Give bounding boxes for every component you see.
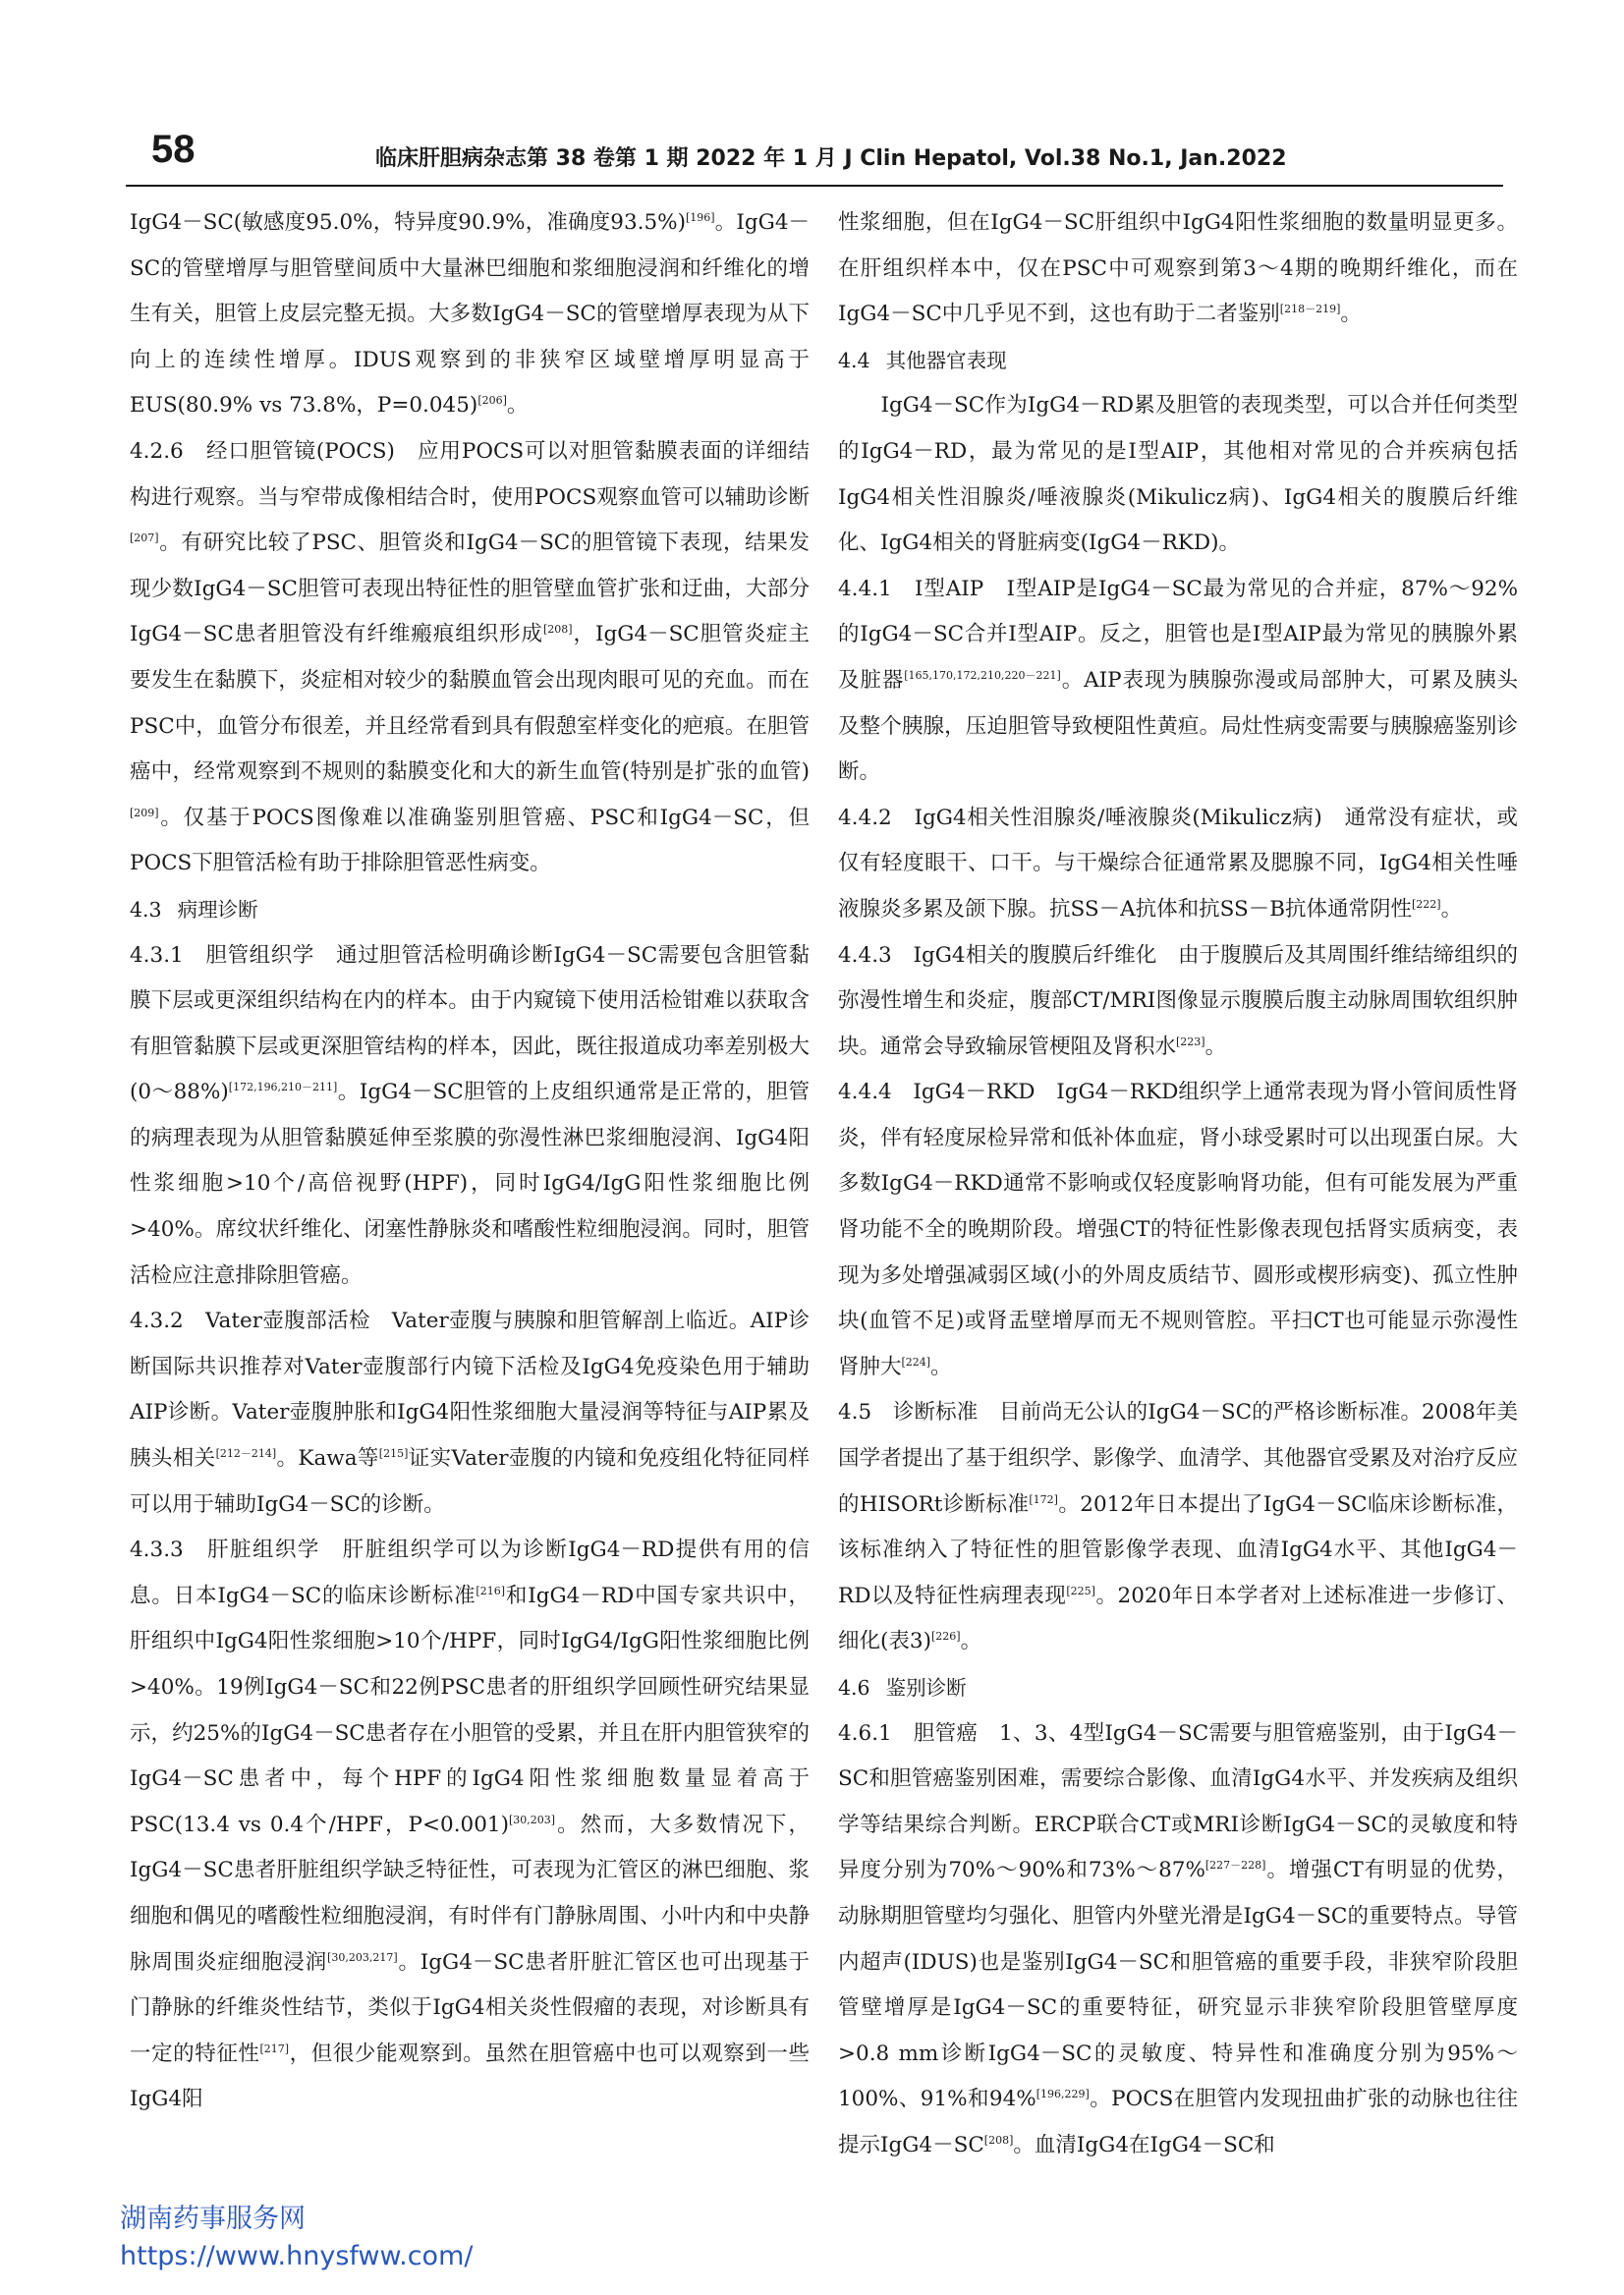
body-paragraph (838, 567, 1518, 796)
paragraph-text: 。增强CT有明显的优势，动脉期胆管壁均匀强化、胆管内外壁光滑是IgG4－SC的重要特点。导管内超声(IDUS)也是鉴别IgG4－SC和胆管癌的重要手段，非狭窄阶段胆管壁增厚是IgG4－SC的重要特征，研究显示非狭窄阶段胆管壁厚度>0.8 mm诊断IgG4－SC的灵敏度、特异性和准确度分别为95%～100%、91%和94% (838, 1858, 1518, 2112)
paragraph-text: 4.3.1 胆管组织学 通过胆管活检明确诊断IgG4－SC需要包含胆管黏膜下层或更深组织结构在内的样本。由于内窥镜下使用活检钳难以获取含有胆管黏膜下层或更深胆管结构的样本，因此，既往报道成功率差别极大(0～88%) (130, 942, 810, 1105)
paragraph-text: 。IgG4－SC的管壁增厚与胆管壁间质中大量淋巴细胞和浆细胞浸润和纤维化的增生有关，胆管上皮层完整无损。大多数IgG4－SC的管壁增厚表现为从下向上的连续性增厚。IDUS观察到的非狭窄区域壁增厚明显高于EUS(80.9% vs 73.8%，P=0.045) (130, 210, 810, 419)
section-title: 病理诊断 (177, 897, 258, 922)
paragraph-text: 。AIP表现为胰腺弥漫或局部肿大，可累及胰头及整个胰腺，压迫胆管导致梗阻性黄疸。局灶性病变需要与胰腺癌鉴别诊断。 (838, 667, 1518, 785)
citation-ref[interactable]: [222] (1412, 897, 1441, 911)
section-heading (130, 887, 810, 933)
citation-ref[interactable]: [209] (130, 806, 159, 819)
citation-ref[interactable]: [30,203,217] (327, 1950, 398, 1964)
body-paragraph (130, 200, 810, 429)
paragraph-text: 。 (1440, 896, 1463, 922)
citation-ref[interactable]: [216] (476, 1584, 506, 1597)
paragraph-text: 。POCS在胆管内发现扭曲扩张的动脉也往往提示IgG4－SC (838, 2087, 1518, 2157)
paragraph-text: 。Kawa等 (276, 1446, 379, 1472)
paragraph-text: IgG4－SC(敏感度95.0%，特异度90.9%，准确度93.5%) (130, 210, 686, 235)
citation-ref[interactable]: [196] (686, 210, 715, 224)
paragraph-text: IgG4－SC作为IgG4－RD累及胆管的表现类型，可以合并任何类型的IgG4－RD，最为常见的是Ⅰ型AIP，其他相对常见的合并疾病包括IgG4相关性泪腺炎/唾液腺炎(Mikulicz病)、IgG4相关的腹膜后纤维化、IgG4相关的肾脏病变(IgG4－RKD)。 (838, 393, 1518, 556)
citation-ref[interactable]: [226] (930, 1630, 961, 1644)
section-number: 4.3 (130, 897, 162, 922)
paragraph-text: 。血清IgG4在IgG4－SC和 (1013, 2132, 1275, 2157)
citation-ref[interactable]: [206] (477, 394, 507, 408)
paragraph-text: 。然而，大多数情况下，IgG4－SC患者肝脏组织学缺乏特征性，可表现为汇管区的淋巴细胞、浆细胞和偶见的嗜酸性粒细胞浸润，有时伴有门静脉周围、小叶内和中央静脉周围炎症细胞浸润 (130, 1812, 810, 1975)
paragraph-text: 。IgG4－SC患者肝脏汇管区也可出现基于门静脉的纤维炎性结节，类似于IgG4相关炎性假瘤的表现，对诊断具有一定的特征性 (130, 1949, 810, 2066)
citation-ref[interactable]: [218－219] (1279, 303, 1341, 316)
citation-ref[interactable]: [165,170,172,210,220－221] (904, 668, 1061, 682)
citation-ref[interactable]: [224] (901, 1355, 931, 1369)
footer-watermark (120, 2201, 473, 2275)
paragraph-text: 。 (1204, 1034, 1227, 1059)
citation-ref[interactable]: [172,196,210－211] (228, 1081, 338, 1094)
site-url[interactable]: https://www.hnysfww.com/ (120, 2241, 474, 2271)
citation-ref[interactable]: [30,203] (508, 1813, 556, 1826)
paragraph-text: 证实Vater壶腹的内镜和免疫组化特征同样可以用于辅助IgG4－SC的诊断。 (130, 1446, 810, 1517)
paragraph-text: 和IgG4－RD中国专家共识中，肝组织中IgG4阳性浆细胞>10个/HPF，同时IgG4/IgG阳性浆细胞比例>40%。19例IgG4－SC和22例PSC患者的肝组织学回顾性研究结果显示，约25%的IgG4－SC患者存在小胆管的受累，并且在肝内胆管狭窄的IgG4－SC患者中，每个HPF的IgG4阳性浆细胞数量显着高于PSC(13.4 vs 0.4个/HPF，P<0.001) (130, 1583, 810, 1837)
body-paragraph (838, 1390, 1518, 1665)
body-paragraph (838, 1711, 1518, 2169)
body-paragraph (838, 383, 1518, 566)
paragraph-text: 。 (1340, 302, 1362, 327)
paragraph-text: 。 (960, 1629, 982, 1654)
paragraph-text: 4.3.3 肝脏组织学 肝脏组织学可以为诊断IgG4－RD提供有用的信息。日本IgG4－SC的临床诊断标准 (130, 1538, 810, 1608)
paragraph-text: 4.2.6 经口胆管镜(POCS) 应用POCS可以对胆管黏膜表面的详细结构进行观察。当与窄带成像相结合时，使用POCS观察血管可以辅助诊断 (130, 438, 810, 510)
citation-ref[interactable]: [196,229] (1036, 2088, 1090, 2101)
paragraph-text: 。 (930, 1354, 952, 1379)
paragraph-text: 4.4.1 Ⅰ型AIP Ⅰ型AIP是IgG4－SC最为常见的合并症，87%～92%的IgG4－SC合并Ⅰ型AIP。反之，胆管也是Ⅰ型AIP最为常见的胰腺外累及脏器 (838, 576, 1518, 693)
section-number: 4.4 (838, 348, 870, 372)
paragraph-text: 。2012年日本提出了IgG4－SC临床诊断标准，该标准纳入了特征性的胆管影像学表现、血清IgG4水平、其他IgG4－RD以及特征性病理表现 (838, 1491, 1518, 1608)
body-paragraph (838, 933, 1518, 1071)
citation-ref[interactable]: [225] (1066, 1584, 1095, 1597)
page-number: 58 (151, 128, 196, 171)
body-paragraph (838, 796, 1518, 933)
paragraph-text: 性浆细胞，但在IgG4－SC肝组织中IgG4阳性浆细胞的数量明显更多。在肝组织样本中，仅在PSC中可观察到第3～4期的晚期纤维化，而在IgG4－SC中几乎见不到，这也有助于二者鉴别 (838, 210, 1518, 327)
section-heading (838, 1665, 1518, 1711)
paragraph-text: 4.4.3 IgG4相关的腹膜后纤维化 由于腹膜后及其周围纤维结缔组织的弥漫性增生和炎症，腹部CT/MRI图像显示腹膜后腹主动脉周围软组织肿块。通常会导致输尿管梗阻及肾积水 (838, 942, 1518, 1059)
running-header (126, 118, 1503, 187)
citation-ref[interactable]: [223] (1176, 1035, 1205, 1048)
section-number: 4.6 (838, 1676, 870, 1700)
body-paragraph (130, 429, 810, 887)
paragraph-text: 4.3.2 Vater壶腹部活检 Vater壶腹与胰腺和胆管解剖上临近。AIP诊断国际共识推荐对Vater壶腹部行内镜下活检及IgG4免疫染色用于辅助AIP诊断。Vater壶腹肿胀和IgG4阳性浆细胞大量浸润等特征与AIP累及胰头相关 (130, 1309, 810, 1472)
paragraph-text: 。有研究比较了PSC、胆管炎和IgG4－SC的胆管镜下表现，结果发现少数IgG4－SC胆管可表现出特征性的胆管壁血管扩张和迂曲，大部分IgG4－SC患者胆管没有纤维瘢痕组织形成 (130, 531, 810, 647)
citation-ref[interactable]: [207] (130, 532, 159, 544)
paragraph-text: 。 (506, 393, 529, 419)
left-column (130, 200, 810, 2185)
citation-ref[interactable]: [215] (378, 1446, 409, 1460)
body-paragraph (130, 1299, 810, 1528)
right-column (838, 200, 1518, 2185)
journal-citation: 临床肝胆病杂志第 38 卷第 1 期 2022 年 1 月 J Clin Hepatol, Vol.38 No.1, Jan.2022 (375, 146, 1287, 171)
citation-ref[interactable]: [217] (259, 2042, 290, 2055)
paragraph-text: 。2020年日本学者对上述标准进一步修订、细化(表3) (838, 1583, 1518, 1654)
section-title: 其他器官表现 (885, 348, 1007, 372)
body-paragraph (838, 200, 1518, 338)
paragraph-text: 4.4.2 IgG4相关性泪腺炎/唾液腺炎(Mikulicz病) 通常没有症状，或仅有轻度眼干、口干。与干燥综合征通常累及腮腺不同，IgG4相关性唾液腺炎多累及颌下腺。抗SS－A抗体和抗SS－B抗体通常阴性 (838, 805, 1518, 922)
section-title: 鉴别诊断 (885, 1676, 967, 1700)
paragraph-text: 4.6.1 胆管癌 1、3、4型IgG4－SC需要与胆管癌鉴别，由于IgG4－SC和胆管癌鉴别困难，需要综合影像、血清IgG4水平、并发疾病及组织学等结果综合判断。ERCP联合CT或MRI诊断IgG4－SC的灵敏度和特异度分别为70%～90%和73%～87% (838, 1720, 1518, 1883)
citation-ref[interactable]: [208] (983, 2133, 1014, 2147)
paragraph-text: ，IgG4－SC胆管炎症主要发生在黏膜下，炎症相对较少的黏膜血管会出现肉眼可见的充血。而在PSC中，血管分布很差，并且经常看到具有假憩室样变化的疤痕。在胆管癌中，经常观察到不规则的黏膜变化和大的新生血管(特别是扩张的血管) (130, 622, 810, 785)
body-paragraph (130, 933, 810, 1300)
body-paragraph (130, 1528, 810, 2123)
paragraph-text: 。IgG4－SC胆管的上皮组织通常是正常的，胆管的病理表现为从胆管黏膜延伸至浆膜的弥漫性淋巴浆细胞浸润、IgG4阳性浆细胞>10个/高倍视野(HPF)，同时IgG4/IgG阳性浆细胞比例>40%。席纹状纤维化、闭塞性静脉炎和嗜酸性粒细胞浸润。同时，胆管活检应注意排除胆管癌。 (130, 1080, 810, 1288)
citation-ref[interactable]: [208] (542, 623, 573, 637)
paragraph-text: ，但很少能观察到。虽然在胆管癌中也可以观察到一些IgG4阳 (130, 2041, 810, 2112)
section-heading (838, 338, 1518, 384)
paragraph-text: 4.5 诊断标准 目前尚无公认的IgG4－SC的严格诊断标准。2008年美国学者提出了基于组织学、影像学、血清学、其他器官受累及对治疗反应的HISORt诊断标准 (838, 1400, 1518, 1517)
citation-ref[interactable]: [212－214] (215, 1446, 277, 1460)
citation-ref[interactable]: [172] (1029, 1492, 1058, 1506)
paragraph-text: 4.4.4 IgG4－RKD IgG4－RKD组织学上通常表现为肾小管间质性肾炎，伴有轻度尿检异常和低补体血症，肾小球受累时可以出现蛋白尿。大多数IgG4－RKD通常不影响或仅轻度影响肾功能，但有可能发展为严重肾功能不全的晚期阶段。增强CT的特征性影像表现包括肾实质病变，表现为多处增强减弱区域(小的外周皮质结节、圆形或楔形病变)、孤立性肿块(血管不足)或肾盂壁增厚而无不规则管腔。平扫CT也可能显示弥漫性肾肿大 (838, 1080, 1518, 1379)
citation-ref[interactable]: [227－228] (1204, 1859, 1266, 1873)
paragraph-text: 。仅基于POCS图像难以准确鉴别胆管癌、PSC和IgG4－SC，但POCS下胆管活检有助于排除胆管恶性病变。 (130, 805, 810, 876)
body-paragraph (838, 1070, 1518, 1390)
site-name: 湖南药事服务网 (120, 2204, 306, 2234)
